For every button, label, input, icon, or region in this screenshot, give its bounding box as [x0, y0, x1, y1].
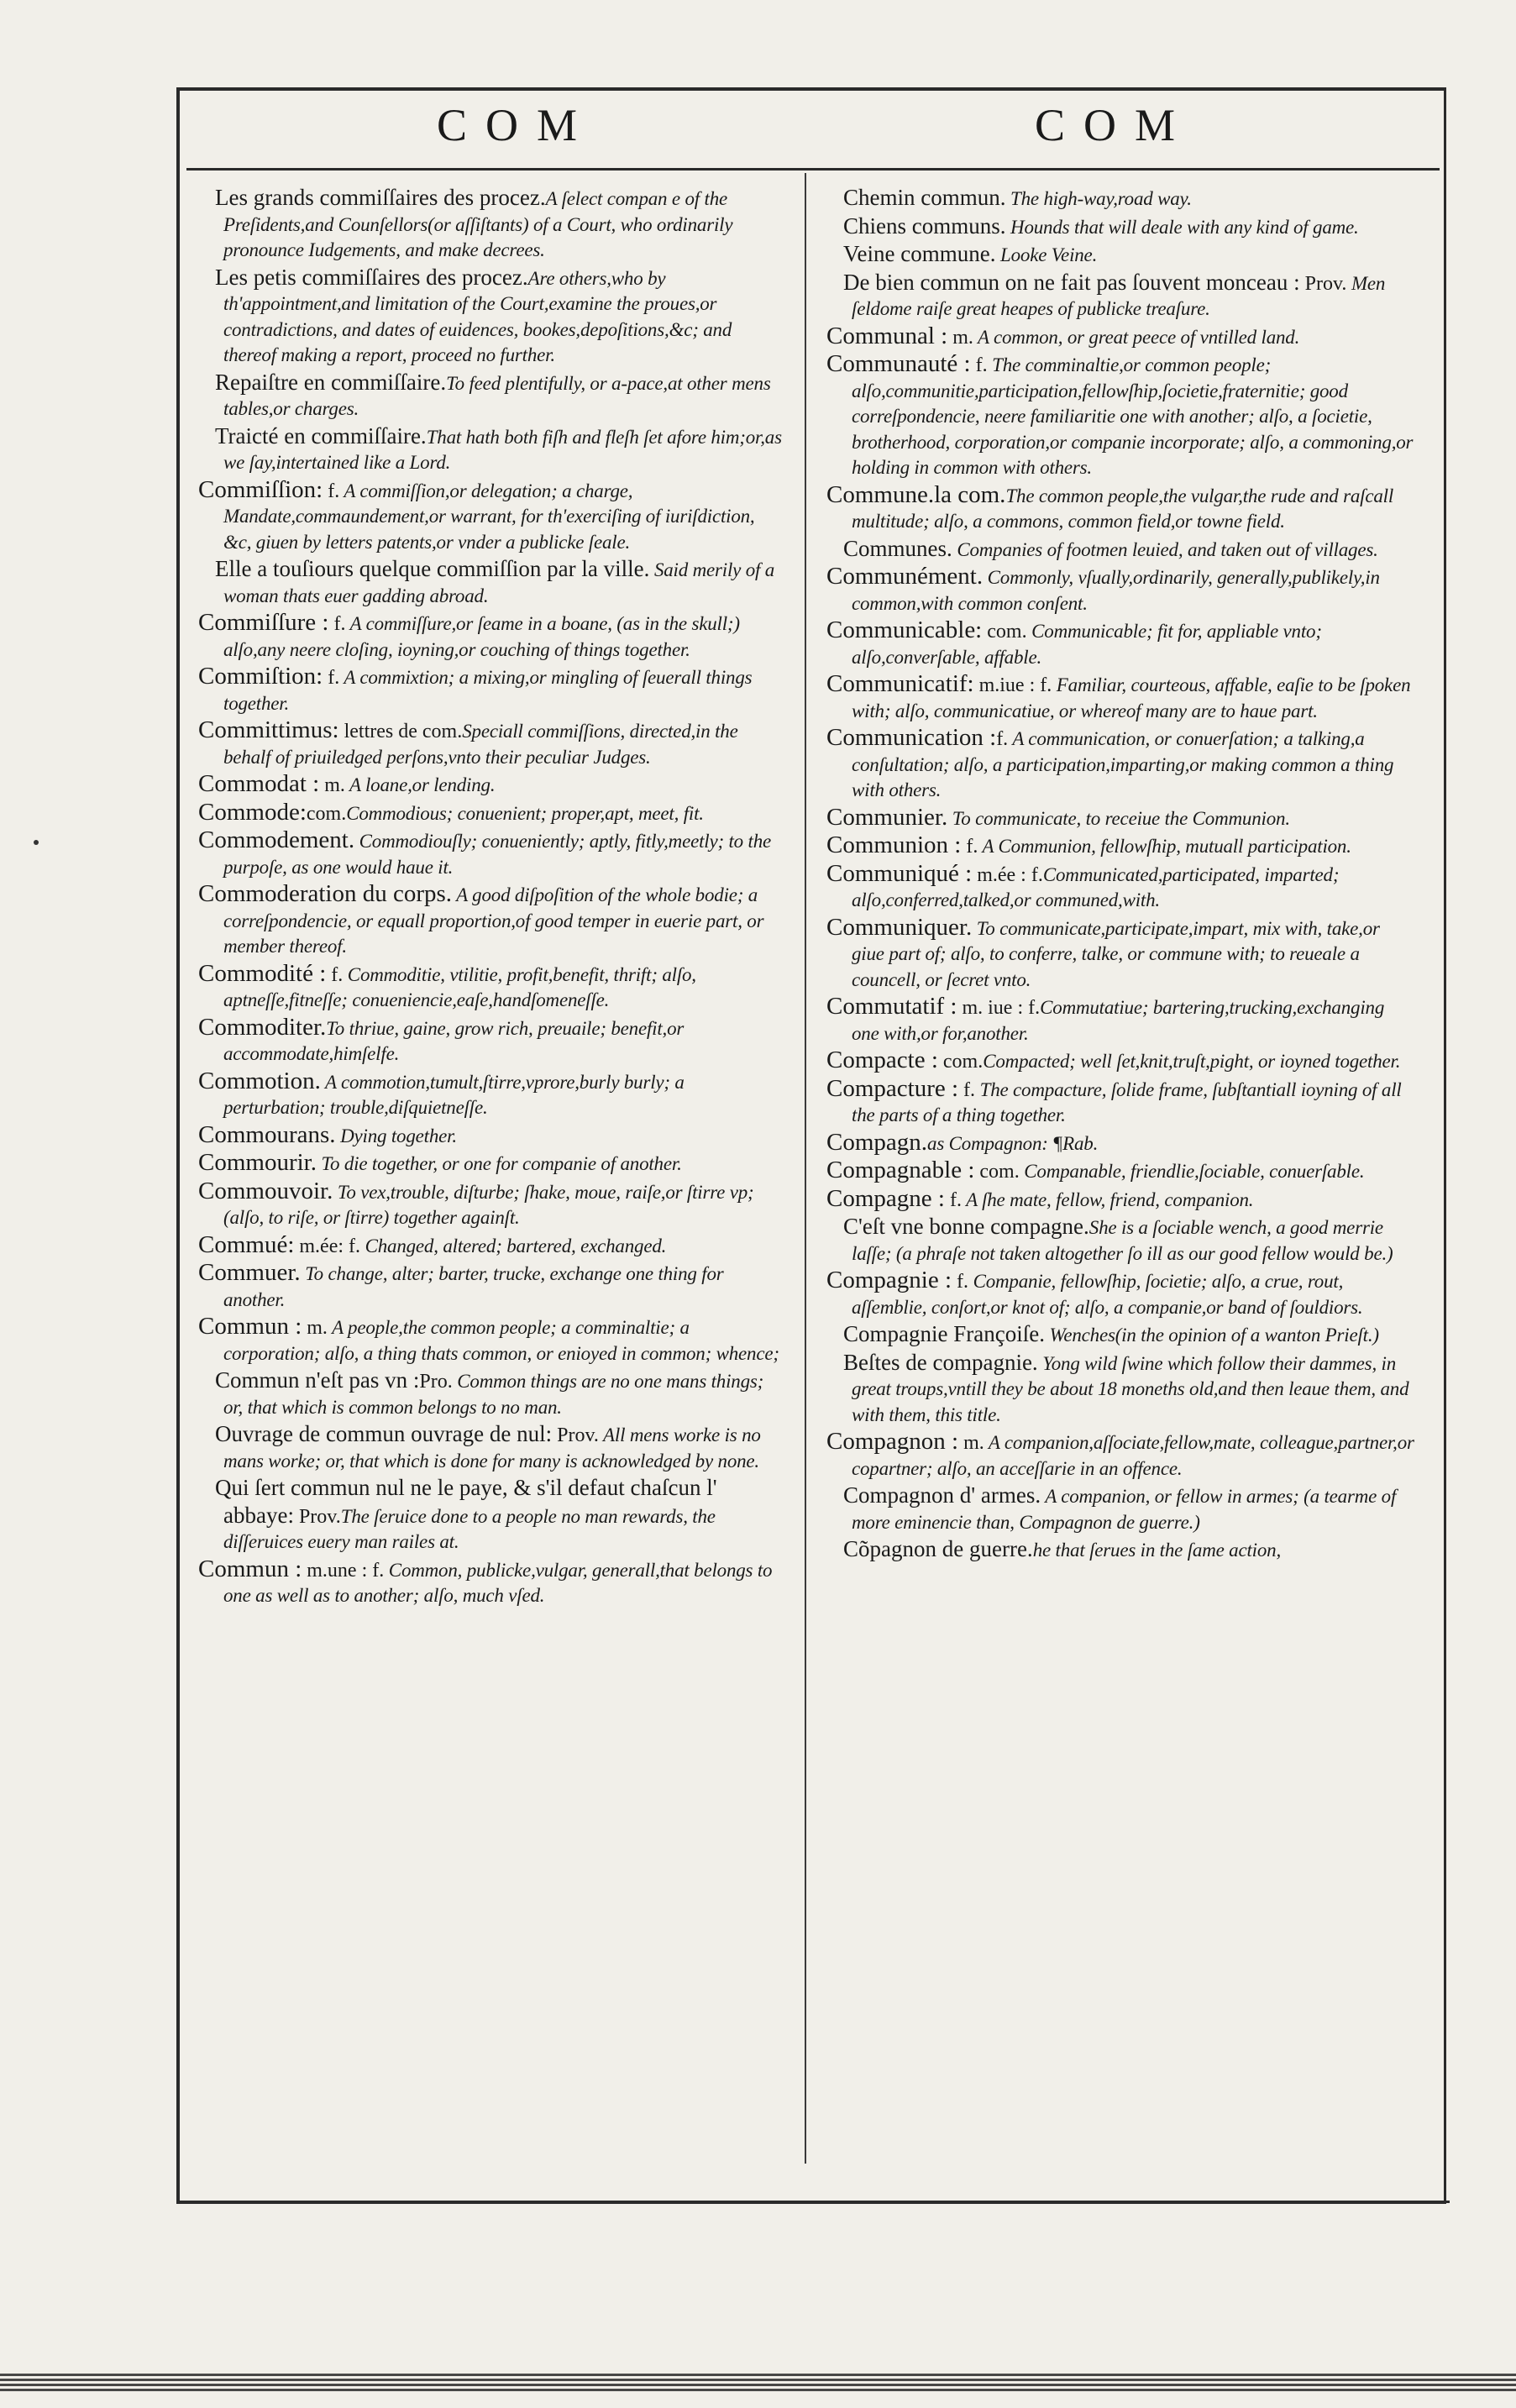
dictionary-entry	[198, 1475, 786, 1555]
dictionary-entry	[826, 1157, 1414, 1185]
entry-definition: To die together, or one for companie of another.	[316, 1153, 682, 1174]
entry-definition: Hounds that will deale with any kind of game.	[1005, 216, 1359, 238]
entry-headword: Compagnon :	[826, 1428, 959, 1455]
entry-definition: To communicate, to receiue the Communion.	[947, 807, 1290, 829]
dictionary-entry	[198, 771, 786, 799]
entry-headword: Commodement.	[198, 826, 355, 853]
entry-headword: Communicatif:	[826, 670, 974, 697]
dictionary-entry	[198, 1178, 786, 1231]
dictionary-entry	[198, 1122, 786, 1150]
entry-definition: Common, publicke,vulgar, generall,that belongs to one as well as to another; alſo, much vſed.	[223, 1559, 773, 1606]
entry-definition: Speciall commiſſions, directed,in the behalf of priuiledged perſons,vnto their peculiar Judges.	[223, 721, 738, 768]
entry-headword: Commouvoir.	[198, 1177, 333, 1204]
dictionary-entry	[826, 1130, 1414, 1157]
dictionary-entry	[198, 961, 786, 1014]
entry-definition: Wenches(in the opinion of a wanton Prieſt.)	[1044, 1325, 1379, 1346]
dictionary-entry	[198, 881, 786, 960]
dictionary-entry	[826, 805, 1414, 832]
entry-headword: Communes.	[843, 535, 952, 561]
entry-definition: A commiſſion,or delegation; a charge, Mandate,commaundement,or warrant, for th'exerciſing of iuriſdiction, &c, giuen by letters patents,or vnder a publicke ſeale.	[223, 480, 755, 553]
entry-grammar: m.ée: f.	[294, 1235, 361, 1257]
right-column	[826, 185, 1414, 1565]
entry-definition: Yong wild ſwine which follow their dammes, in great troups,vntill they be about 18 moneths old,and then leaue them, and with them, this title.	[852, 1352, 1409, 1425]
entry-grammar: m.	[958, 1432, 984, 1454]
entry-grammar: com.	[306, 802, 347, 825]
entry-definition: A companion,aſſociate,fellow,mate, colleague,partner,or copartner; alſo, an acceſſarie in an offence.	[852, 1432, 1414, 1479]
dictionary-entry	[826, 1214, 1414, 1267]
entry-headword: Commiſſion:	[198, 475, 323, 503]
dictionary-entry	[198, 1314, 786, 1367]
entry-grammar: lettres de com.	[338, 721, 463, 742]
entry-headword: Commiſſure :	[198, 609, 329, 636]
entry-headword: Commodité :	[198, 959, 327, 987]
entry-definition: A good diſpoſition of the whole bodie; a correſpondencie, or equall proportion,of good temper in euerie part, or member thereof.	[223, 884, 764, 957]
dictionary-entry	[826, 482, 1414, 535]
entry-definition: Men ſeldome raiſe great heapes of publicke treaſure.	[852, 272, 1386, 319]
entry-definition: Commodious; conuenient; proper,apt, meet, fit.	[346, 802, 704, 824]
entry-headword: Communicable:	[826, 616, 983, 643]
entry-headword: Compagnie Françoiſe.	[843, 1321, 1045, 1346]
entry-headword: Compagne :	[826, 1184, 945, 1212]
entry-headword: Committimus:	[198, 716, 339, 743]
entry-definition: A ſhe mate, fellow, friend, companion.	[961, 1188, 1254, 1210]
dictionary-entry	[198, 370, 786, 422]
dictionary-entry	[826, 241, 1414, 269]
dictionary-entry	[198, 185, 786, 264]
entry-definition: as Compagnon: ¶Rab.	[927, 1132, 1099, 1154]
dictionary-entry	[198, 610, 786, 663]
entry-grammar: f.	[328, 613, 346, 635]
dictionary-entry	[826, 1321, 1414, 1349]
entry-headword: Ouvrage de commun ouvrage de nul:	[215, 1421, 553, 1446]
entry-definition: Companable, friendlie,ſociable, conuerſable.	[1019, 1161, 1365, 1182]
entry-grammar: f.	[326, 963, 344, 986]
entry-definition: A Communion, fellowſhip, mutuall participation.	[978, 836, 1351, 857]
book-bottom-edge	[0, 2374, 1516, 2392]
entry-definition: The comminaltie,or common people; alſo,communitie,participation,fellowſhip,ſocietie,fraternitie; good correſpondencie, neere familiaritie one with another; alſo, a ſocietie, brotherhood, corporation,or companie incorporate; alſo, a commoning,or holding in common with others.	[852, 354, 1414, 478]
dictionary-entry	[198, 265, 786, 369]
entry-definition: A loane,or lending.	[344, 774, 496, 795]
entry-headword: Commodat :	[198, 770, 320, 797]
dictionary-entry	[198, 1068, 786, 1121]
entry-definition: Are others,who by th'appointment,and limitation of the Court,examine the proues,or contradictions, and dates of euidences, bookes,depoſitions,&c; and thereof making a report, proceed no further.	[223, 267, 732, 365]
entry-headword: Commourir.	[198, 1149, 317, 1176]
dictionary-entry	[198, 1232, 786, 1260]
running-head-right: COM	[1035, 100, 1194, 150]
entry-headword: Communication :	[826, 724, 997, 751]
entry-definition: That hath both fiſh and fleſh ſet afore him;or,as we ſay,intertained like a Lord.	[223, 426, 782, 473]
entry-grammar: m.	[302, 1317, 328, 1339]
entry-definition: Commonly, vſually,ordinarily, generally,publikely,in common,with common conſent.	[852, 567, 1380, 614]
entry-grammar: f.	[323, 480, 340, 502]
entry-headword: Commune.la com.	[826, 480, 1006, 508]
entry-grammar: Prov.	[293, 1505, 341, 1528]
dictionary-entry	[198, 1260, 786, 1313]
entry-definition: A people,the common people; a comminaltie; a corporation; alſo, a thing thats common, or enioyed in common; whence;	[223, 1317, 779, 1364]
dictionary-entry	[826, 915, 1414, 994]
ink-speck	[34, 840, 39, 845]
entry-grammar: f.	[958, 1078, 976, 1101]
dictionary-entry	[826, 1267, 1414, 1320]
dictionary-entry	[198, 477, 786, 556]
entry-grammar: f.	[323, 667, 340, 689]
dictionary-entry	[826, 725, 1414, 804]
entry-headword: Repaiſtre en commiſſaire.	[215, 369, 447, 395]
dictionary-entry	[826, 323, 1414, 351]
entry-headword: Communiqué :	[826, 859, 973, 887]
entry-headword: Cõpagnon de guerre.	[843, 1536, 1033, 1561]
running-head-left: COM	[437, 100, 596, 150]
entry-definition: The ſeruice done to a people no man rewards, the diſſeruices euery man railes at.	[223, 1505, 716, 1552]
entry-definition: Communicable; fit for, appliable vnto; alſo,converſable, affable.	[852, 621, 1322, 668]
entry-headword: Les petis commiſſaires des procez.	[215, 264, 528, 290]
entry-definition: Common things are no one mans things; or, that which is common belongs to no man.	[223, 1371, 764, 1418]
entry-definition: To vex,trouble, diſturbe; ſhake, moue, raiſe,or ſtirre vp; (alſo, to riſe, or ſtirre) together againſt.	[223, 1181, 754, 1228]
entry-headword: Commué:	[198, 1230, 295, 1258]
entry-grammar: m.ée : f.	[972, 863, 1043, 886]
dictionary-entry	[826, 1076, 1414, 1129]
entry-headword: Compagnon d' armes.	[843, 1482, 1041, 1508]
dictionary-entry	[198, 827, 786, 880]
entry-grammar: f.	[952, 1271, 969, 1293]
entry-headword: Communauté :	[826, 350, 971, 377]
entry-headword: Communiquer.	[826, 913, 973, 941]
entry-grammar: m.iue : f.	[973, 674, 1052, 696]
entry-grammar: Prov.	[1299, 272, 1347, 295]
dictionary-entry	[198, 1150, 786, 1178]
dictionary-entry	[198, 1421, 786, 1474]
entry-headword: Communal :	[826, 322, 948, 349]
dictionary-entry	[826, 832, 1414, 860]
left-column	[198, 185, 786, 1610]
entry-definition: Familiar, courteous, affable, eaſie to be ſpoken with; alſo, communicatiue, or whereof many are to haue part.	[852, 674, 1411, 721]
entry-headword: C'eſt vne bonne compagne.	[843, 1214, 1089, 1239]
dictionary-entry	[826, 351, 1414, 481]
entry-definition: The compacture, ſolide frame, ſubſtantiall ioyning of all the parts of a thing together.	[852, 1078, 1402, 1125]
entry-definition: The common people,the vulgar,the rude and raſcall multitude; alſo, a commons, common field,or towne field.	[852, 485, 1394, 532]
page-bottom-rule	[176, 2201, 1450, 2203]
entry-headword: Traicté en commiſſaire.	[215, 422, 427, 449]
entry-headword: Commun :	[198, 1313, 302, 1340]
dictionary-entry	[826, 671, 1414, 724]
dictionary-entry	[826, 1350, 1414, 1429]
entry-headword: Qui ſert commun nul ne le paye, & s'il defaut chaſcun l' abbaye:	[215, 1475, 717, 1528]
dictionary-entry	[198, 556, 786, 609]
entry-definition: The high-way,road way.	[1005, 188, 1192, 209]
entry-headword: Commun :	[198, 1555, 302, 1582]
entry-definition: Changed, altered; bartered, exchanged.	[360, 1235, 667, 1256]
entry-headword: De bien commun on ne fait pas ſouvent monceau :	[843, 269, 1300, 295]
entry-headword: Commoditer.	[198, 1013, 327, 1041]
dictionary-entry	[198, 800, 786, 827]
dictionary-entry	[198, 1556, 786, 1609]
entry-definition: To communicate,participate,impart, mix with, take,or giue part of; alſo, to conferre, talke, or commune with; to reueale a councell, or ſecret vnto.	[852, 917, 1380, 990]
entry-headword: Commutatif :	[826, 993, 957, 1020]
dictionary-entry	[198, 1015, 786, 1068]
entry-headword: Compagnie :	[826, 1267, 952, 1293]
entry-definition: A common, or great peece of vntilled land.	[973, 326, 1300, 348]
entry-headword: Commotion.	[198, 1067, 321, 1094]
dictionary-entry	[826, 270, 1414, 323]
entry-definition: She is a ſociable wench, a good merrie laſſe; (a phraſe not taken altogether ſo ill as our good fellow would be.)	[852, 1217, 1393, 1264]
entry-definition: Looke Veine.	[995, 244, 1098, 265]
entry-headword: Chemin commun.	[843, 185, 1006, 210]
entry-headword: Commoderation du corps.	[198, 880, 453, 907]
entry-definition: A companion, or fellow in armes; (a tearme of more eminencie than, Compagnon de guerre.)	[852, 1486, 1397, 1533]
entry-headword: Communier.	[826, 803, 948, 831]
entry-definition: To thriue, gaine, grow rich, preuaile; benefit,or accommodate,himſelfe.	[223, 1017, 685, 1064]
dictionary-entry	[826, 1536, 1414, 1564]
entry-headword: Commuer.	[198, 1259, 301, 1286]
entry-definition: A commotion,tumult,ſtirre,vprore,burly burly; a perturbation; trouble,diſquietneſſe.	[223, 1071, 685, 1118]
entry-grammar: Pro.	[419, 1371, 453, 1393]
entry-headword: Elle a touſiours quelque commiſſion par la ville.	[215, 556, 650, 581]
entry-definition: Companies of footmen leuied, and taken out of villages.	[952, 538, 1378, 560]
entry-grammar: com.	[974, 1161, 1020, 1183]
entry-headword: Beſtes de compagnie.	[843, 1349, 1038, 1375]
dictionary-entry	[826, 617, 1414, 670]
entry-grammar: f.	[970, 354, 988, 376]
entry-grammar: Prov.	[552, 1424, 599, 1446]
header-rule	[186, 168, 1440, 171]
entry-headword: Compagnable :	[826, 1157, 975, 1183]
entry-grammar: f.	[996, 728, 1009, 750]
entry-headword: Les grands commiſſaires des procez.	[215, 185, 546, 210]
entry-headword: Compacture :	[826, 1074, 959, 1102]
dictionary-entry	[826, 1186, 1414, 1214]
entry-definition: Communicated,participated, imparted; alſo,conferred,talked,or communed,with.	[852, 863, 1340, 910]
dictionary-entry	[826, 564, 1414, 616]
entry-definition: Commoditie, vtilitie, profit,benefit, thrift; alſo, aptneſſe,fitneſſe; conueniencie,eaſe,handſomeneſſe.	[223, 963, 696, 1010]
entry-grammar: com.	[937, 1051, 984, 1073]
entry-grammar: m.	[319, 774, 345, 796]
entry-definition: Compacted; well ſet,knit,truſt,pight, or ioyned together.	[983, 1051, 1401, 1072]
entry-grammar: f.	[961, 836, 978, 858]
entry-headword: Communément.	[826, 563, 984, 590]
entry-definition: A communication, or conuerſation; a talking,a conſultation; alſo, a participation,imparting,or making common a thing with others.	[852, 728, 1394, 800]
entry-definition: Companie, fellowſhip, ſocietie; alſo, a crue, rout, aſſemblie, conſort,or knot of; alſo, a companie,or band of ſouldiors.	[852, 1271, 1363, 1318]
entry-headword: Compacte :	[826, 1047, 938, 1073]
entry-definition: Dying together.	[335, 1125, 457, 1146]
entry-definition: All mens worke is no mans worke; or, that which is done for many is acknowledged by none.	[223, 1424, 761, 1472]
entry-definition: A commixtion; a mixing,or mingling of ſeuerall things together.	[223, 667, 753, 714]
dictionary-entry	[198, 423, 786, 476]
dictionary-entry	[826, 536, 1414, 564]
entry-grammar: m. iue : f.	[957, 997, 1041, 1019]
entry-headword: Commun n'eſt pas vn :	[215, 1367, 420, 1393]
entry-headword: Communion :	[826, 832, 962, 858]
dictionary-entry	[826, 861, 1414, 914]
dictionary-entry	[826, 185, 1414, 212]
entry-definition: he that ſerues in the ſame action,	[1032, 1540, 1282, 1561]
dictionary-entry	[198, 717, 786, 770]
entry-headword: Compagn.	[826, 1128, 928, 1156]
entry-definition: Said merily of a woman thats euer gadding abroad.	[223, 559, 775, 606]
dictionary-entry	[826, 1429, 1414, 1482]
entry-definition: To change, alter; barter, trucke, exchange one thing for another.	[223, 1263, 724, 1310]
entry-grammar: m.une : f.	[302, 1559, 385, 1582]
entry-grammar: m.	[947, 326, 973, 349]
entry-headword: Commode:	[198, 798, 307, 826]
dictionary-entry	[198, 1367, 786, 1420]
entry-grammar: com.	[982, 621, 1027, 643]
dictionary-entry	[826, 213, 1414, 241]
dictionary-entry	[826, 1482, 1414, 1535]
entry-headword: Commiſtion:	[198, 663, 323, 690]
entry-definition: Commutatiue; bartering,trucking,exchanging one with,or for,another.	[852, 997, 1385, 1044]
entry-grammar: f.	[944, 1188, 962, 1211]
dictionary-entry	[826, 994, 1414, 1047]
dictionary-entry	[198, 664, 786, 716]
entry-definition: A commiſſure,or ſeame in a boane, (as in the skull;) alſo,any neere cloſing, ioyning,or couching of things together.	[223, 613, 740, 660]
dictionary-entry	[826, 1047, 1414, 1075]
entry-definition: Commodiouſly; conueniently; aptly, fitly,meetly; to the purpoſe, as one would haue it.	[223, 831, 772, 878]
entry-headword: Chiens communs.	[843, 212, 1006, 239]
entry-headword: Veine commune.	[843, 241, 996, 266]
entry-definition: A ſelect compan e of the Preſidents,and Counſellors(or aſſiſtants) of a Court, who ordinarily pronounce Iudgements, and make decrees.	[223, 188, 733, 260]
column-divider	[805, 173, 806, 2164]
entry-headword: Commourans.	[198, 1120, 336, 1148]
entry-definition: To feed plentifully, or a-pace,at other mens tables,or charges.	[223, 372, 771, 419]
